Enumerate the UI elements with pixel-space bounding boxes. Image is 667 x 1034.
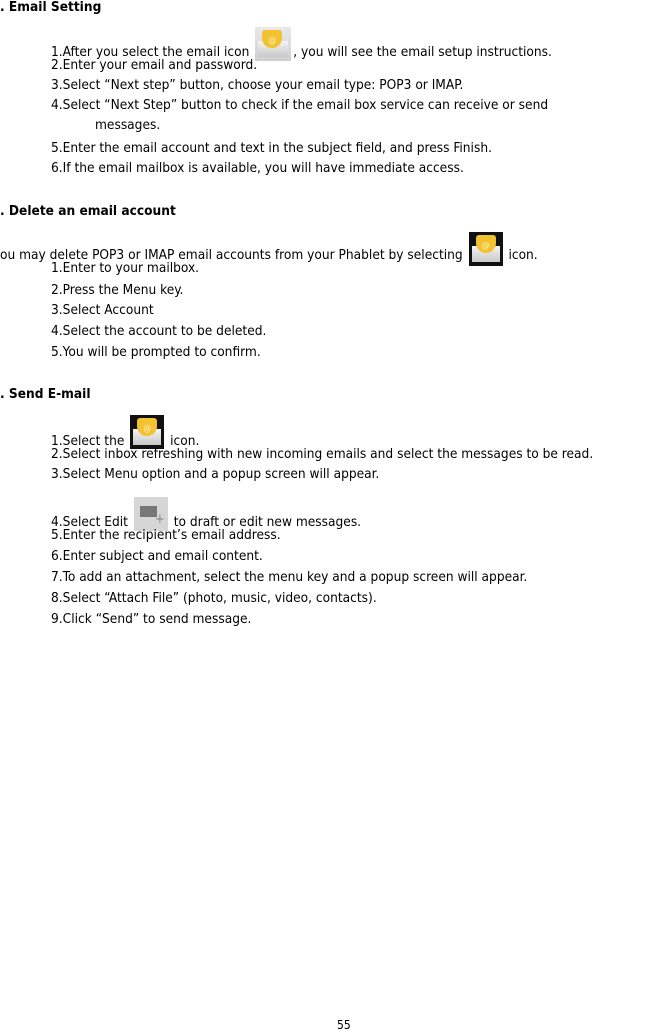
list-item: 1.After you select the email icon @ , you will see the email setup instructions. [51, 35, 552, 53]
section-heading-send-email: . Send E-mail [0, 386, 91, 402]
list-item: 5.You will be prompted to confirm. [51, 344, 261, 360]
section-heading-email-setting: . Email Setting [0, 0, 102, 15]
list-item: 3.Select Account [51, 302, 154, 318]
list-item: 1.Enter to your mailbox. [51, 260, 200, 276]
email-app-icon: @ [469, 232, 503, 266]
list-item: 1.Select the @ icon. [51, 424, 199, 442]
list-item: 4.Select “Next Step” button to check if the email box service can receive or send [51, 97, 549, 113]
list-item: 6.If the email mailbox is available, you will have immediate access. [51, 160, 464, 176]
compose-icon: + [134, 497, 168, 531]
list-item: 5.Enter the recipient’s email address. [51, 527, 281, 543]
intro-paragraph: ou may delete POP3 or IMAP email accounts from your Phablet by selecting @ icon. [0, 238, 538, 256]
list-item: 9.Click “Send” to send message. [51, 611, 252, 627]
list-item: 3.Select “Next step” button, choose your email type: POP3 or IMAP. [51, 77, 464, 93]
list-item: 5.Enter the email account and text in the subject field, and press Finish. [51, 140, 492, 156]
list-item: 4.Select Edit + to draft or edit new messages. [51, 505, 361, 523]
section-heading-delete-account: . Delete an email account [0, 203, 176, 219]
list-item: 6.Enter subject and email content. [51, 548, 263, 564]
list-item: 2.Enter your email and password. [51, 57, 258, 73]
email-app-icon: @ [255, 27, 291, 61]
list-item: 7.To add an attachment, select the menu key and a popup screen will appear. [51, 569, 528, 585]
list-item: 8.Select “Attach File” (photo, music, video, contacts). [51, 590, 377, 606]
list-item: 2.Select inbox refreshing with new incoming emails and select the messages to be read. [51, 446, 594, 462]
list-item: 3.Select Menu option and a popup screen will appear. [51, 466, 380, 482]
list-item: 2.Press the Menu key. [51, 282, 184, 298]
list-item-continuation: messages. [95, 117, 161, 133]
email-app-icon: @ [130, 415, 164, 449]
list-item: 4.Select the account to be deleted. [51, 323, 267, 339]
page-number: 55 [337, 1018, 351, 1032]
